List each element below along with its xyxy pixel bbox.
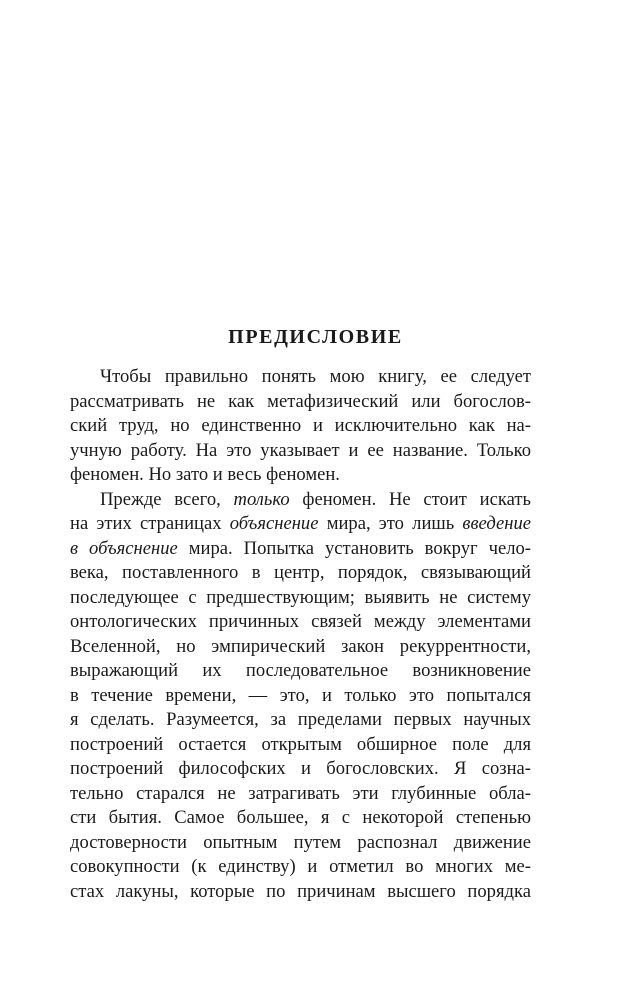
text-line: стах лакуны, которые по причинам высшего порядка — [70, 880, 531, 902]
text-line — [70, 537, 531, 562]
text-line: совокупности (к единству) и отметил во многих ме- — [70, 856, 531, 877]
emphasis-text: объяснение — [229, 513, 319, 534]
text-line: века, поставленного в центр, порядок, связывающий — [70, 562, 531, 583]
text-segment: на этих страницах — [70, 513, 230, 534]
emphasis-text: только — [233, 488, 290, 510]
text-line: построений остается открытым обширное поле для — [70, 733, 531, 755]
text-line: тельно старался не затрагивать эти глубинные обла- — [70, 782, 531, 804]
text-line: онтологических причинных связей между элементами — [70, 611, 531, 632]
text-line: рассматривать не как метафизический или богослов- — [70, 390, 531, 412]
text-line: достоверности опытным путем распознал движение — [70, 831, 531, 853]
text-line: феномен. Но зато и весь феномен. — [70, 464, 340, 485]
emphasis-text: в объяснение — [70, 537, 178, 559]
text-line: построений философских и богословских. Я созна- — [70, 758, 531, 779]
body-text — [70, 365, 531, 904]
text-segment: Прежде всего, — [100, 488, 234, 510]
text-line: Вселенной, но эмпирический закон рекуррентности, — [70, 635, 531, 657]
text-line — [70, 488, 531, 513]
text-line: сти бытия. Самое большее, я с некоторой степенью — [70, 807, 531, 828]
text-line: учную работу. На это указывает и ее название. Только — [70, 439, 531, 461]
text-line: выражающий их последовательное возникновение — [70, 660, 531, 681]
text-line: Чтобы правильно понять мою книгу, ее следует — [100, 366, 531, 387]
chapter-heading: ПРЕДИСЛОВИЕ — [228, 326, 403, 348]
emphasis-text: введение — [462, 513, 531, 534]
text-line: в течение времени, — это, и только это попытался — [70, 684, 531, 706]
text-line: последующее с предшествующим; выявить не систему — [70, 586, 531, 608]
text-segment: мира, это лишь — [318, 513, 463, 534]
text-line: ский труд, но единственно и исключительно как на- — [70, 415, 531, 436]
text-line: я сделать. Разумеется, за пределами первых научных — [70, 709, 531, 730]
text-line — [70, 512, 531, 537]
text-segment: феномен. Не стоит искать — [289, 488, 531, 510]
text-segment: мира. Попытка установить вокруг чело- — [177, 537, 531, 559]
